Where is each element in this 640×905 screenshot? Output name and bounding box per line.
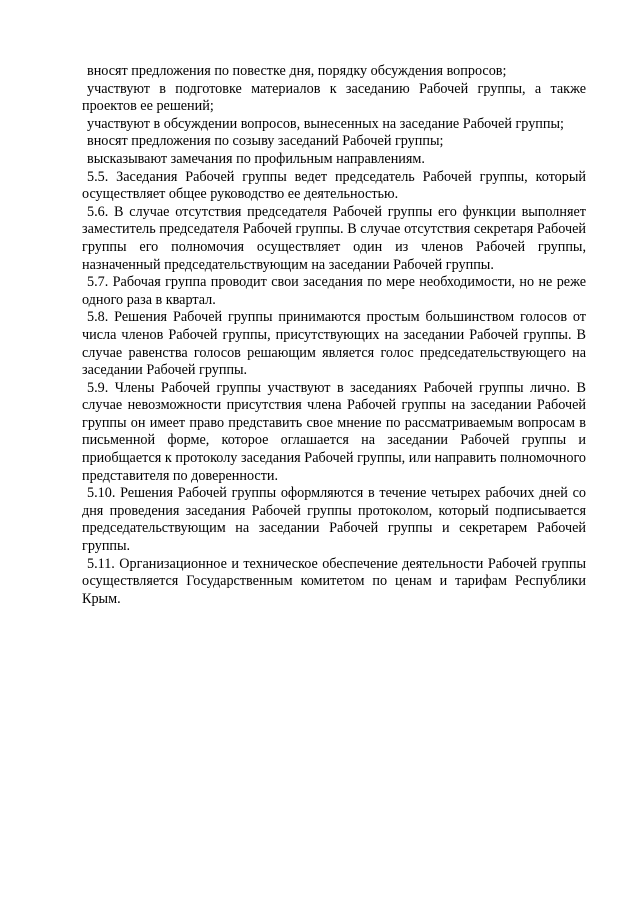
paragraph-prepare-materials: участвуют в подготовке материалов к заседанию Рабочей группы, а также проектов ее решений; [82,80,586,115]
paragraph-proposals-agenda: вносят предложения по повестке дня, порядку обсуждения вопросов; [87,63,507,79]
paragraph-5-10: 5.10. Решения Рабочей группы оформляются в течение четырех рабочих дней со дня проведения заседания Рабочей группы протоколом, который подписывается председательствующим на заседании Рабочей группы и секретарем Рабочей группы. [82,485,586,555]
paragraph-5-5: 5.5. Заседания Рабочей группы ведет председатель Рабочей группы, который осуществляет общее руководство ее деятельностью. [82,168,586,203]
paragraph-5-9: 5.9. Члены Рабочей группы участвуют в заседаниях Рабочей группы лично. В случае невозможности присутствия члена Рабочей группы на заседании Рабочей группы он имеет право представить свое мнение по рассматриваемым вопросам в письменной форме, которое оглашается на заседании Рабочей группы и приобщается к протоколу заседания Рабочей группы, или направить полномочного представителя по доверенности. [82,379,586,484]
paragraph-5-6: 5.6. В случае отсутствия председателя Рабочей группы его функции выполняет заместитель председателя Рабочей группы. В случае отсутствия секретаря Рабочей группы его полномочия осуществляет один из членов Рабочей группы, назначенный председательствующим на заседании Рабочей группы. [82,203,586,273]
paragraph-convene-meetings: вносят предложения по созыву заседаний Рабочей группы; [87,133,444,150]
paragraph-discuss-questions: участвуют в обсуждении вопросов, вынесенных на заседание Рабочей группы; [87,115,564,132]
paragraph-5-8: 5.8. Решения Рабочей группы принимаются простым большинством голосов от числа членов Рабочей группы, присутствующих на заседании Рабочей группы. В случае равенства голосов решающим является голос председательствующего на заседании Рабочей группы. [82,309,586,379]
document-page [82,63,586,608]
paragraph-5-7: 5.7. Рабочая группа проводит свои заседания по мере необходимости, но не реже одного раза в квартал. [82,274,586,308]
paragraph-remarks: высказывают замечания по профильным направлениям. [87,150,425,167]
paragraph-5-11: 5.11. Организационное и техническое обеспечение деятельности Рабочей группы осуществляется Государственным комитетом по ценам и тарифам Республики Крым. [82,555,586,607]
